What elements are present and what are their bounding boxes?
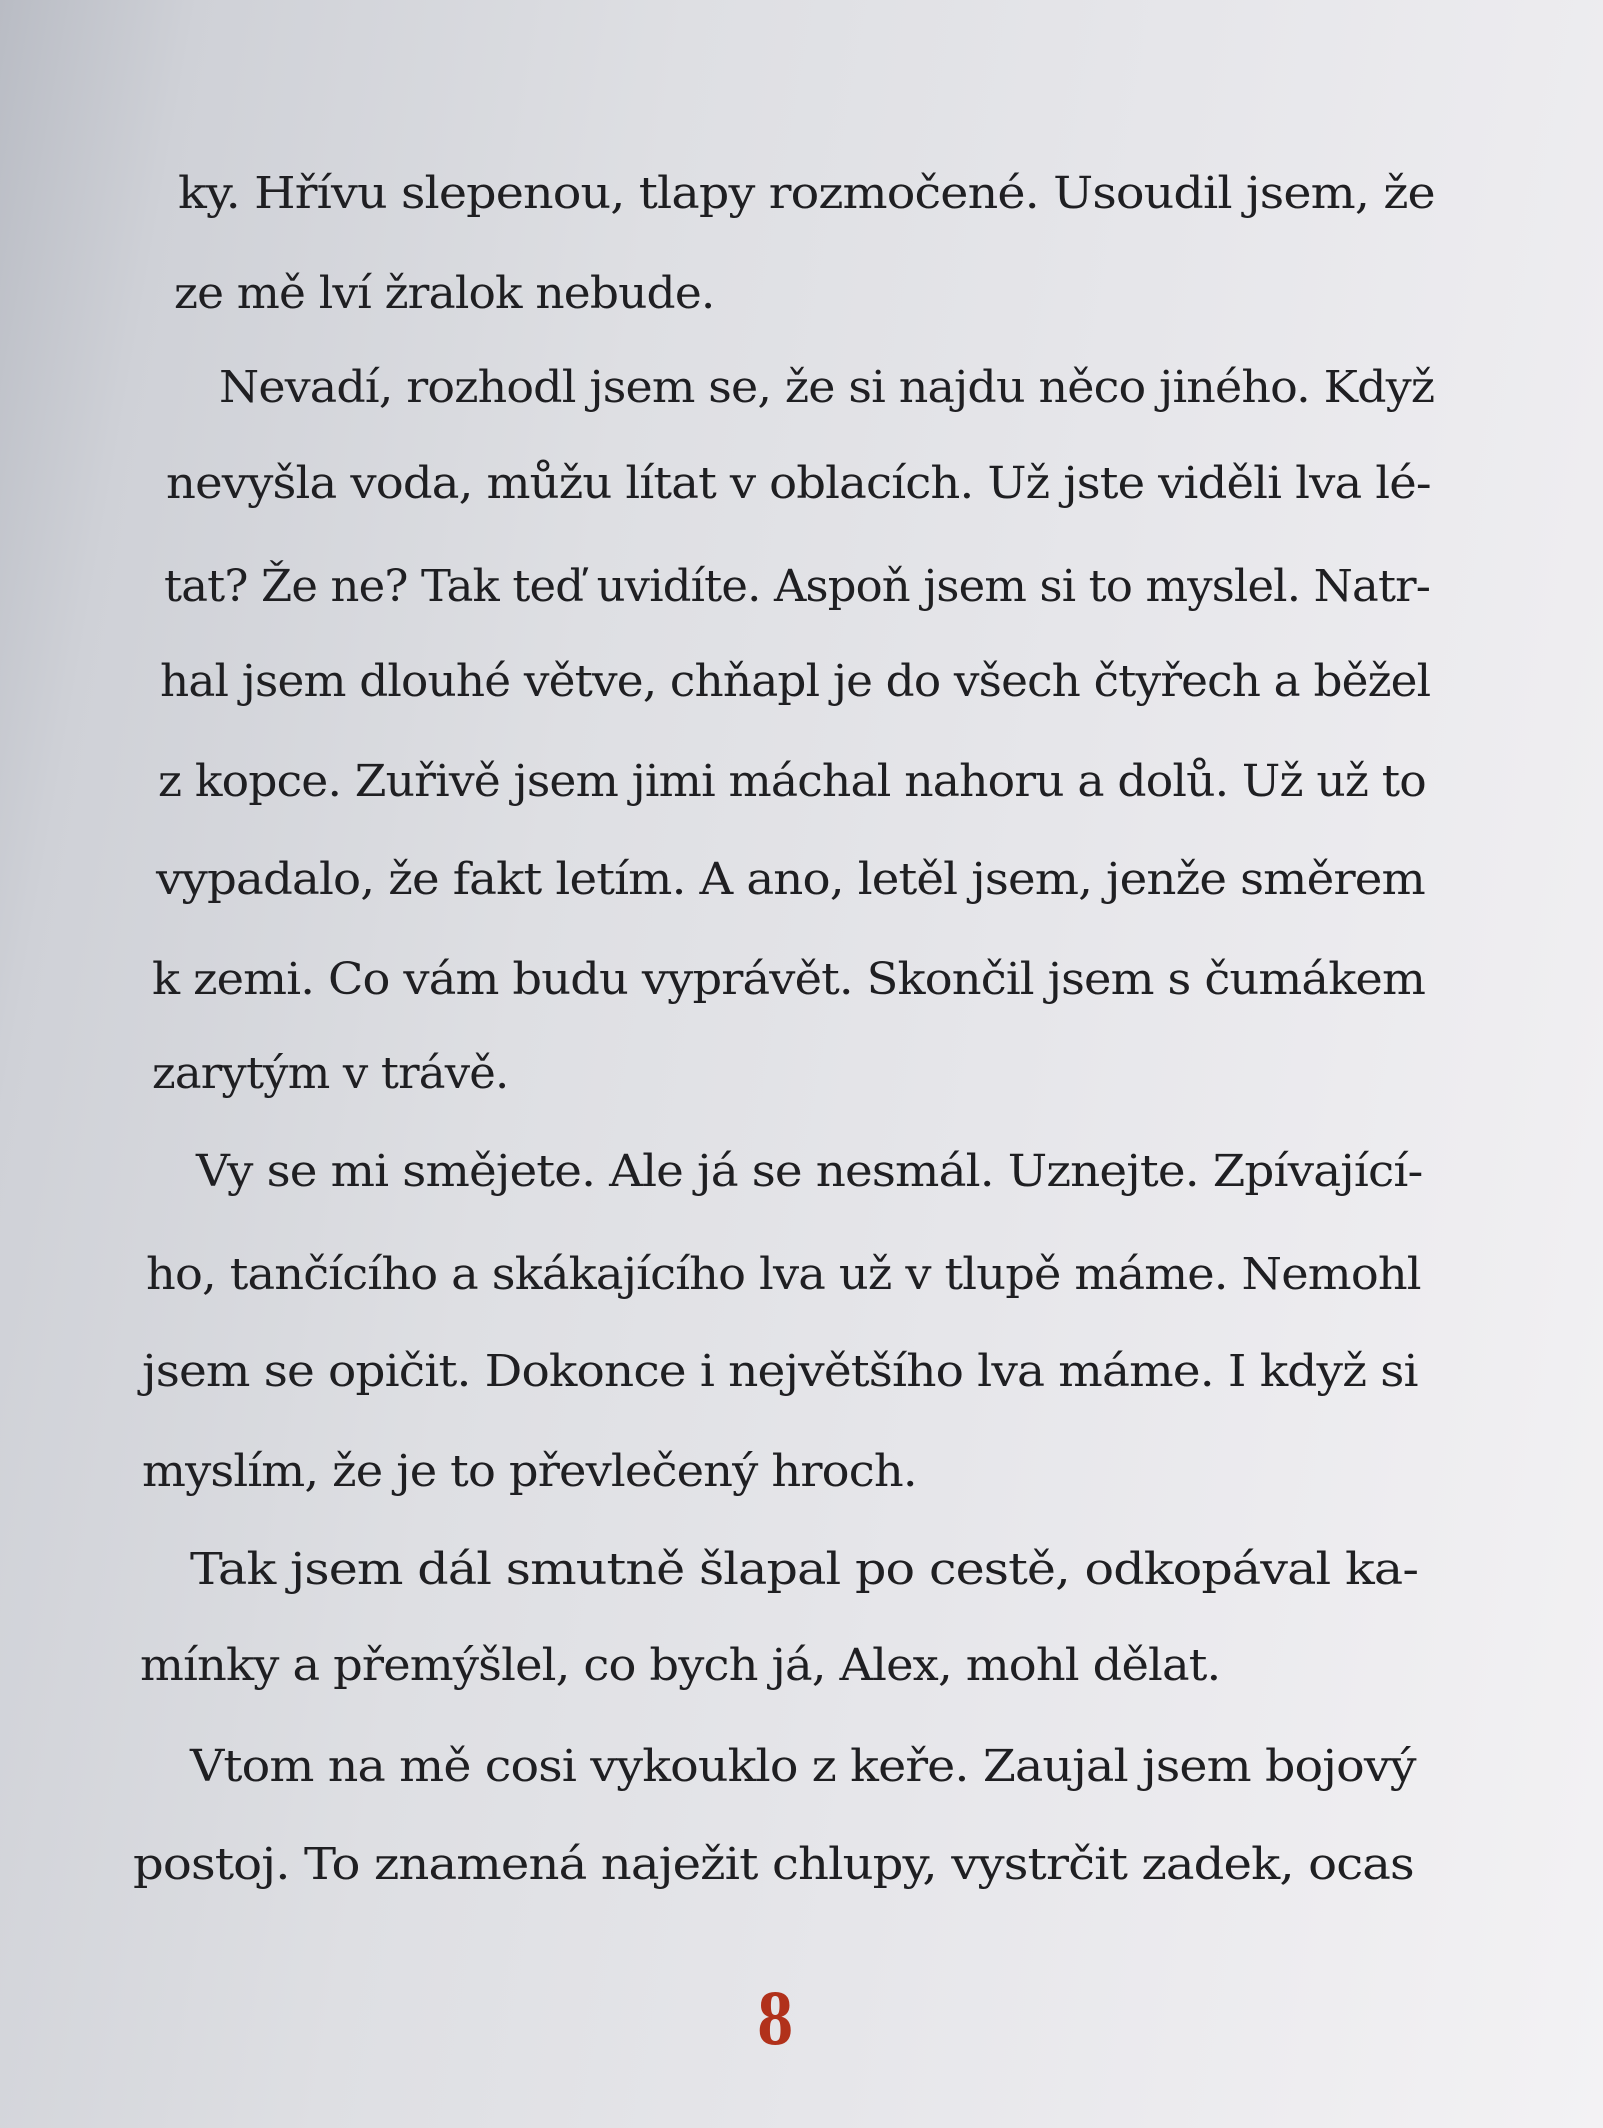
text-line: ho, tančícího a skákajícího lva už v tlupě máme. Nemohl <box>146 1249 1421 1300</box>
text-line: z kopce. Zuřivě jsem jimi máchal nahoru a dolů. Už už to <box>158 756 1426 807</box>
text-line: hal jsem dlouhé větve, chňapl je do všech čtyřech a běžel <box>160 656 1431 707</box>
text-line: mínky a přemýšlel, co bych já, Alex, mohl dělat. <box>140 1640 1221 1691</box>
text-line: Nevadí, rozhodl jsem se, že si najdu něco jiného. Když <box>219 362 1435 413</box>
text-line: nevyšla voda, můžu lítat v oblacích. Už jste viděli lva lé- <box>166 458 1431 509</box>
text-line: ze mě lví žralok nebude. <box>174 268 715 319</box>
text-line: Vtom na mě cosi vykouklo z keře. Zaujal jsem bojový <box>190 1741 1416 1792</box>
text-line: jsem se opičit. Dokonce i největšího lva máme. I když si <box>142 1346 1418 1397</box>
text-line: vypadalo, že fakt letím. A ano, letěl jsem, jenže směrem <box>156 854 1425 905</box>
page-number: 8 <box>757 1978 794 2061</box>
text-line: Tak jsem dál smutně šlapal po cestě, odkopával ka- <box>190 1544 1419 1595</box>
text-line: ky. Hřívu slepenou, tlapy rozmočené. Usoudil jsem, že <box>178 168 1435 219</box>
text-line: zarytým v trávě. <box>152 1048 509 1099</box>
text-line: k zemi. Co vám budu vyprávět. Skončil jsem s čumákem <box>152 954 1426 1005</box>
text-line: myslím, že je to převlečený hroch. <box>142 1446 917 1497</box>
text-line: tat? Že ne? Tak teď uvidíte. Aspoň jsem si to myslel. Natr- <box>164 561 1431 612</box>
text-line: postoj. To znamená naježit chlupy, vystrčit zadek, ocas <box>133 1839 1414 1890</box>
text-line: Vy se mi smějete. Ale já se nesmál. Uznejte. Zpívající- <box>196 1146 1423 1197</box>
